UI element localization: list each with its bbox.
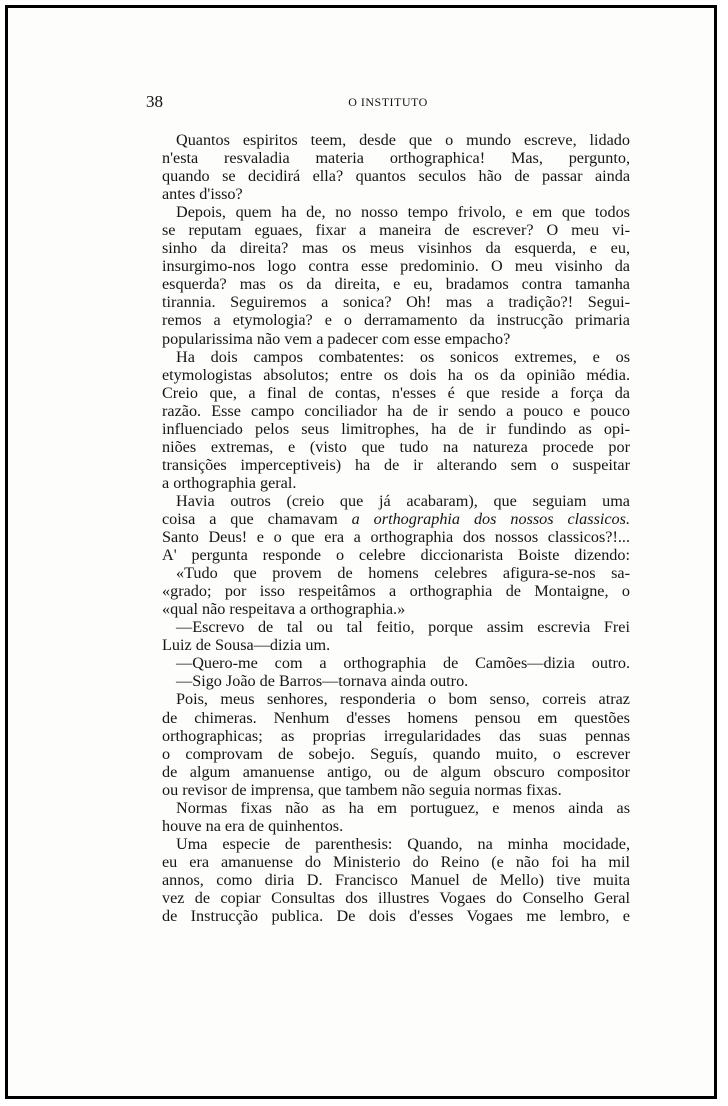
text-line <box>162 402 630 420</box>
text-line-content: Havia outros (creio que já acabaram), que seguiam uma <box>176 491 630 510</box>
text-line-content: de algum amanuense antigo, ou de algum obscuro compositor <box>162 762 630 781</box>
text-line <box>162 654 630 672</box>
text-line-content: quando se decidirá ella? quantos seculos hão de passar ainda <box>162 167 630 186</box>
text-line <box>162 799 630 817</box>
text-line <box>162 546 630 564</box>
text-line <box>162 600 630 618</box>
text-line <box>162 474 630 492</box>
text-line <box>162 492 630 510</box>
text-line <box>162 745 630 763</box>
text-line-content: n'esta resvaladia materia orthographica! Mas, pergunto, <box>162 149 630 168</box>
text-line-content: esquerda? mas os da direita, e eu, bradamos contra tamanha <box>162 275 630 294</box>
text-line-content: eu era amanuense do Ministerio do Reino (e não foi ha mil <box>162 852 630 871</box>
text-line <box>162 690 630 708</box>
text-line-content: —Escrevo de tal ou tal feitio, porque assim escrevia Frei <box>176 618 630 637</box>
text-line <box>162 348 630 366</box>
body-text <box>162 131 630 925</box>
text-line <box>162 672 630 690</box>
text-line-content: remos a etymologia? e o derramamento da instrucção primaria <box>162 311 630 330</box>
text-line <box>162 636 630 654</box>
text-line <box>162 330 630 348</box>
text-line-content: insurgimo-nos logo contra esse predominio. O meu visinho da <box>162 257 630 276</box>
text-line-content: influenciado pelos seus limitrophes, ha de ir fundindo as opi- <box>162 419 630 438</box>
text-line <box>162 835 630 853</box>
text-line <box>162 311 630 329</box>
text-line-content: —Sigo João de Barros—tornava ainda outro. <box>176 672 469 691</box>
page-header <box>146 92 630 114</box>
text-line <box>162 257 630 275</box>
text-line <box>162 167 630 185</box>
running-title: O INSTITUTO <box>348 95 428 109</box>
text-line-content: sinho da direita? mas os meus visinhos da esquerda, e eu, <box>162 239 630 258</box>
text-line <box>162 853 630 871</box>
text-line-content: niões extremas, e (visto que tudo na natureza procede por <box>162 437 630 456</box>
text-line-content: vez de copiar Consultas dos illustres Vogaes do Conselho Geral <box>162 888 630 907</box>
text-line <box>162 185 630 203</box>
text-line-content: coisa a que chamavam <box>162 509 352 528</box>
text-line <box>162 203 630 221</box>
text-line-content: Normas fixas não as ha em portuguez, e menos ainda as <box>176 798 630 817</box>
text-line <box>162 564 630 582</box>
text-line <box>162 528 630 546</box>
italic-phrase: a orthographia dos nossos classicos. <box>351 509 630 528</box>
text-line-content: «grado; por isso respeitâmos a orthographia de Montaigne, o <box>162 582 630 601</box>
text-line-content: annos, como diria D. Francisco Manuel de Mello) tive muita <box>162 870 630 889</box>
text-line-content: se reputam eguaes, fixar a maneira de escrever? O meu vi- <box>162 221 630 240</box>
text-line-content: Santo Deus! e o que era a orthographia dos nossos classicos?!... <box>162 528 630 547</box>
text-line-content: houve na era de quinhentos. <box>162 816 344 835</box>
text-line-content: orthographicas; as proprias irregularidades das suas pennas <box>162 726 630 745</box>
text-line <box>162 384 630 402</box>
text-line <box>162 618 630 636</box>
text-line <box>162 763 630 781</box>
text-line <box>162 293 630 311</box>
text-line <box>162 817 630 835</box>
text-line <box>162 907 630 925</box>
text-line-content: transições imperceptiveis) ha de ir alterando sem o suspeitar <box>162 455 630 474</box>
text-line <box>162 727 630 745</box>
text-line-content: «Tudo que provem de homens celebres afigura-se-nos sa- <box>176 564 630 583</box>
text-line <box>162 781 630 799</box>
text-line-content: A' pergunta responde o celebre diccionarista Boiste dizendo: <box>162 546 630 565</box>
text-line-content: Pois, meus senhores, responderia o bom senso, correis atraz <box>176 690 630 709</box>
text-line-content: Ha dois campos combatentes: os sonicos extremes, e os <box>176 347 630 366</box>
text-line <box>162 456 630 474</box>
text-line-content: Depois, quem ha de, no nosso tempo frivolo, e em que todos <box>176 203 630 222</box>
text-line <box>162 420 630 438</box>
page-number: 38 <box>146 92 163 111</box>
text-line <box>162 366 630 384</box>
text-line-content: popularissima não vem a padecer com esse empacho? <box>162 329 511 348</box>
text-line-content: —Quero-me com a orthographia de Camões—dizia outro. <box>176 654 630 673</box>
text-line <box>162 221 630 239</box>
text-line-content: Creio que, a final de contas, n'esses é que reside a força da <box>162 383 630 402</box>
text-line-content: o comprovam de sobejo. Seguís, quando muito, o escrever <box>162 744 630 763</box>
text-line <box>162 149 630 167</box>
text-line <box>162 239 630 257</box>
text-line-content: Luiz de Sousa—dizia um. <box>162 636 331 655</box>
text-line-content: etymologistas absolutos; entre os dois ha os da opinião média. <box>162 365 630 384</box>
text-line <box>162 438 630 456</box>
text-line-content: antes d'isso? <box>162 185 243 204</box>
text-line-content: de Instrucção publica. De dois d'esses Vogaes me lembro, e <box>162 907 630 926</box>
text-line <box>162 871 630 889</box>
text-line <box>162 889 630 907</box>
text-line <box>162 709 630 727</box>
text-line-content: tirannia. Seguiremos a sonica? Oh! mas a tradição?! Segui- <box>162 293 630 312</box>
text-line-content: de chimeras. Nenhum d'esses homens pensou em questões <box>162 708 630 727</box>
text-line-content: Uma especie de parenthesis: Quando, na minha mocidade, <box>176 834 630 853</box>
text-line-content: ou revisor de imprensa, que tambem não seguia normas fixas. <box>162 780 562 799</box>
text-line <box>162 275 630 293</box>
text-line-content: razão. Esse campo conciliador ha de ir sendo a pouco e pouco <box>162 401 630 420</box>
text-line <box>162 131 630 149</box>
text-line-content: a orthographia geral. <box>162 473 297 492</box>
text-line <box>162 582 630 600</box>
text-line-content: Quantos espiritos teem, desde que o mundo escreve, lidado <box>176 131 630 149</box>
text-line-content: «qual não respeitava a orthographia.» <box>162 600 406 619</box>
text-line <box>162 510 630 528</box>
